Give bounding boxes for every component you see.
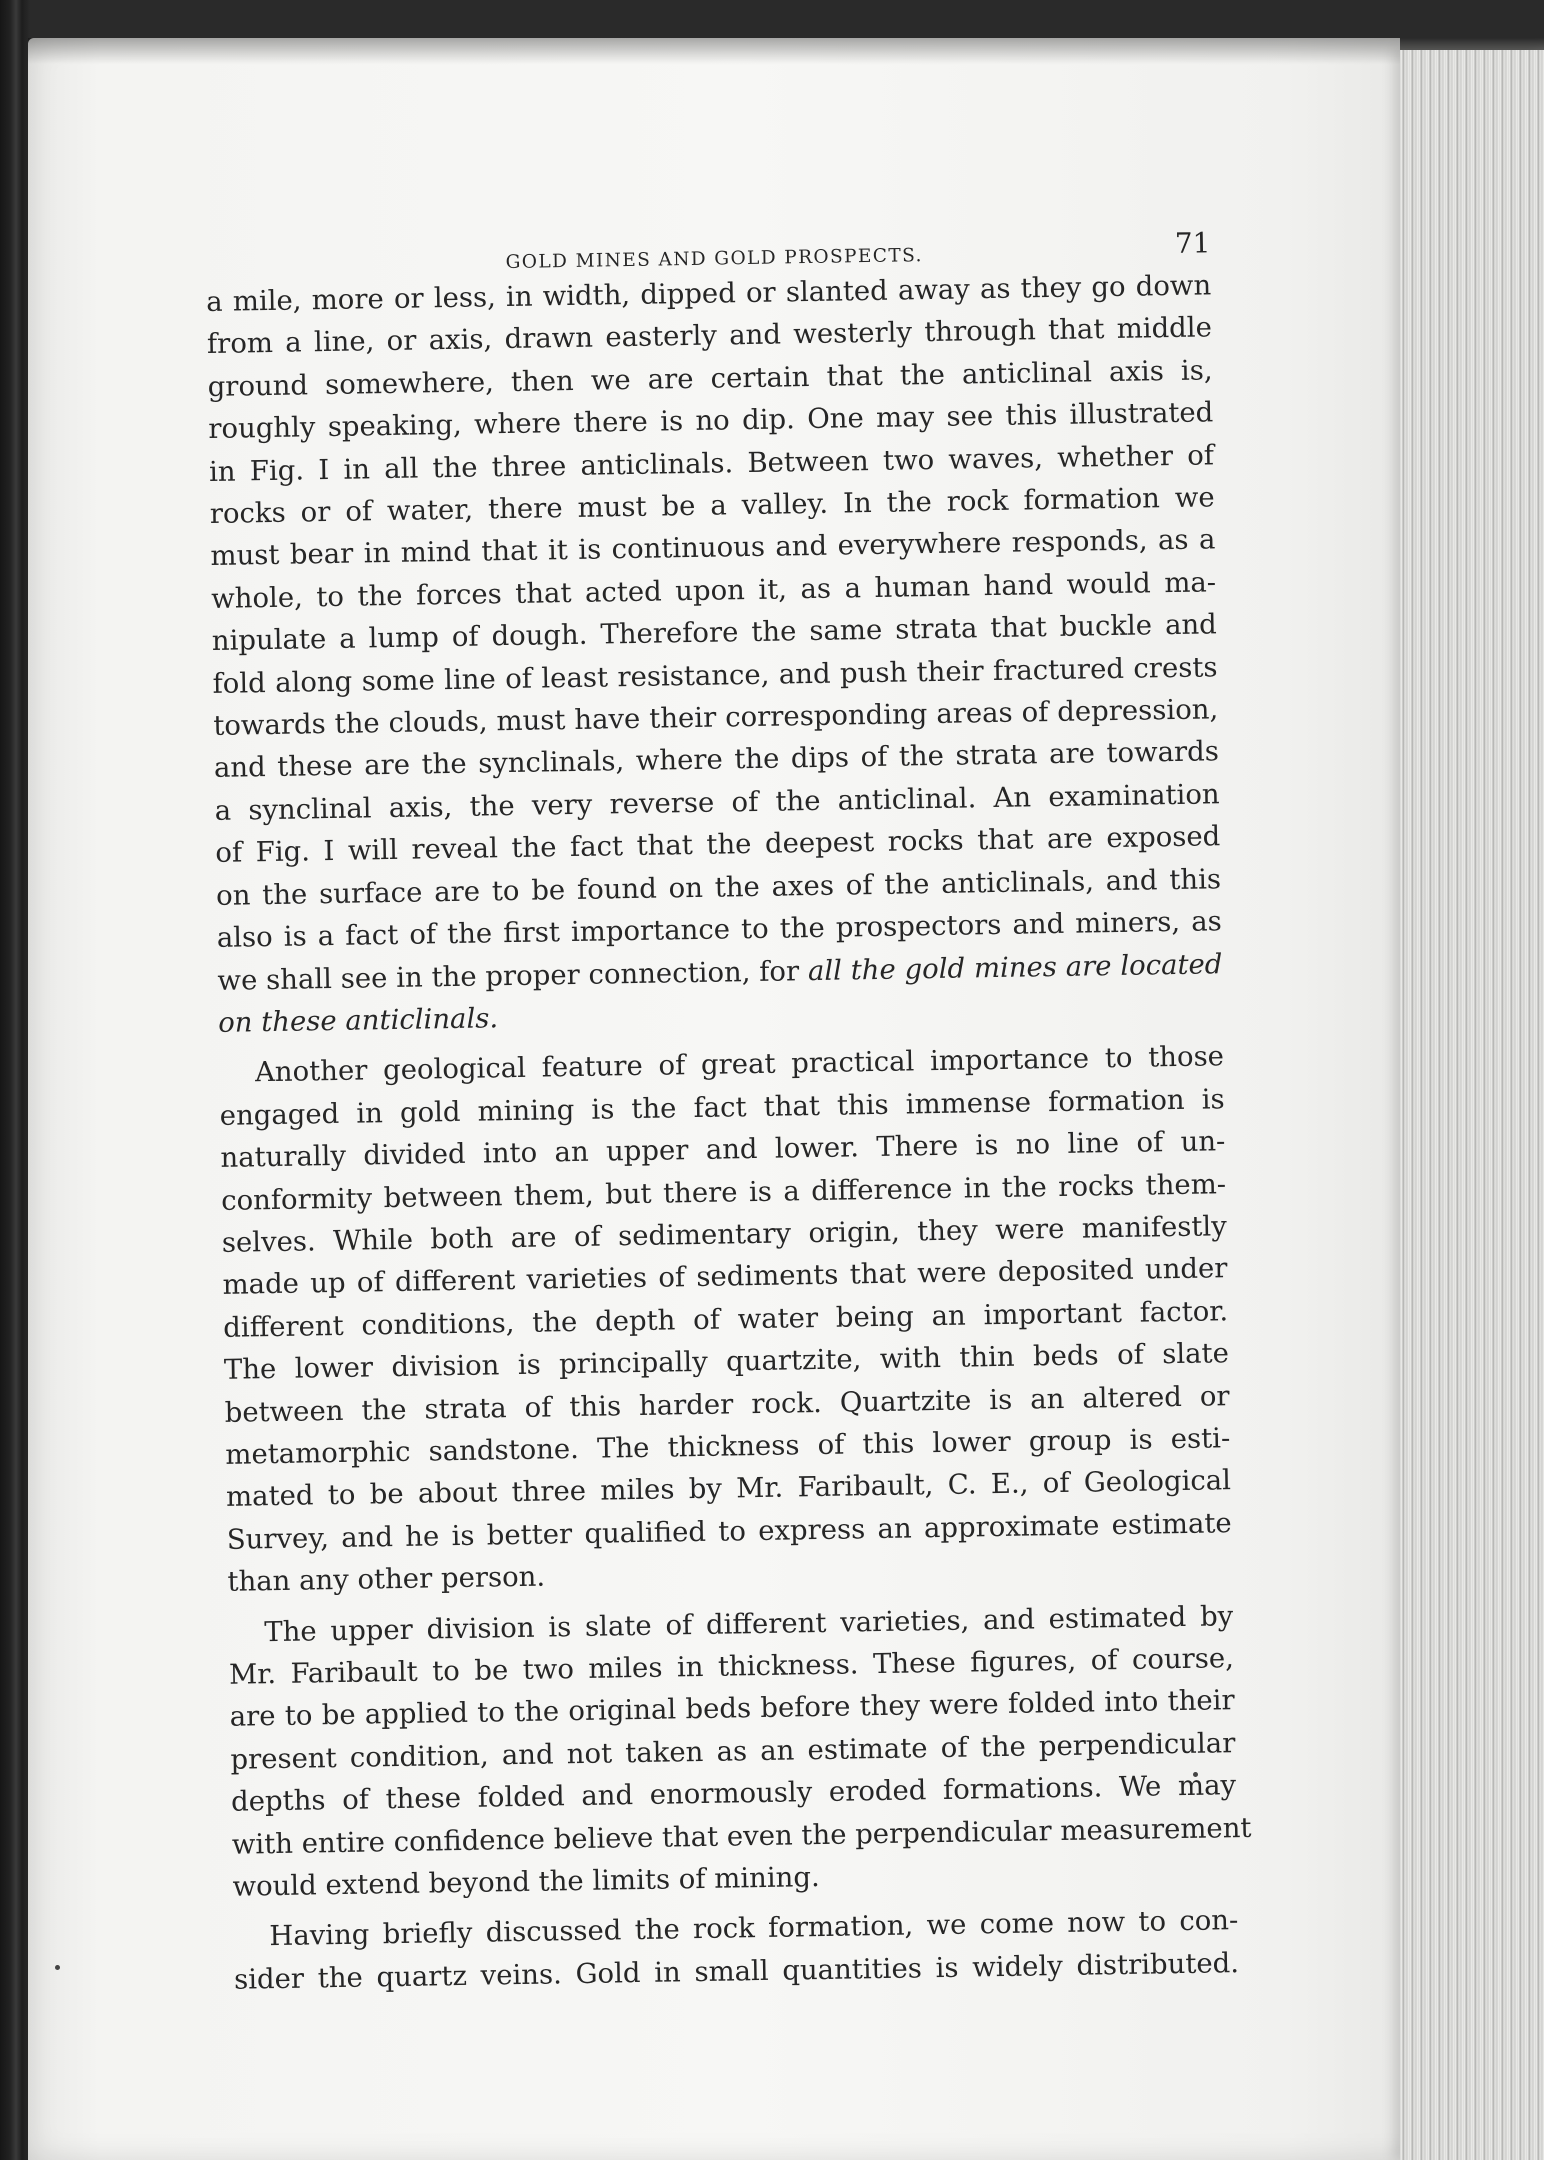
text-line: are to be applied to the original beds before they were folded into their (229, 1684, 1235, 1734)
text-line: roughly speaking, where there is no dip. One may see this illustrated (208, 396, 1214, 446)
text-line: conformity between them, but there is a difference in the rocks them- (220, 1167, 1227, 1217)
paragraph-1 (206, 264, 1224, 1044)
italic-text-run: on these anticlinals. (217, 1002, 499, 1039)
page-top-shadow (28, 38, 1458, 64)
text-line: ground somewhere, then we are certain that the anticlinal axis is, (207, 354, 1213, 403)
speck (55, 1965, 60, 1970)
text-line: mated to be about three miles by Mr. Faribault, C. E., of Geological (225, 1464, 1232, 1514)
paragraph-3 (228, 1595, 1252, 1908)
text-line: rocks or of water, there must be a valley. In the rock formation we (209, 481, 1215, 530)
text-line: of Fig. I will reveal the fact that the deepest rocks that are exposed (215, 820, 1221, 870)
page-text (205, 208, 1252, 2001)
text-line: made up of different varieties of sediments that were deposited under (222, 1252, 1228, 1302)
text-line: must bear in mind that it is continuous and everywhere responds, as a (210, 523, 1216, 573)
text-line: depths of these folded and enormously eroded formations. We may (230, 1769, 1237, 1818)
page-edges (1400, 50, 1544, 2160)
text-line: metamorphic sandstone. The thickness of this lower group is esti- (225, 1422, 1231, 1471)
text-line: also is a fact of the first importance to the prospectors and miners, as (216, 905, 1222, 954)
text-line: different conditions, the depth of water being an important factor. (223, 1294, 1229, 1344)
text-line: in Fig. I in all the three anticlinals. Between two waves, whether of (208, 438, 1215, 488)
paragraph-4 (233, 1900, 1239, 2001)
text-line: a mile, more or less, in width, dipped or slanted away as they go down (206, 269, 1212, 318)
running-head-title: GOLD MINES AND GOLD PROSPECTS. (505, 245, 923, 274)
text-line: nipulate a lump of dough. Therefore the same strata that buckle and (211, 608, 1218, 658)
text-line: and these are the synclinals, where the dips of the strata are towards (213, 735, 1220, 785)
text-line: Mr. Faribault to be two miles in thickness. These figures, of course, (228, 1642, 1235, 1691)
text-line: Having briefly discussed the rock formation, we come now to con- (269, 1904, 1239, 1953)
page-number: 71 (1174, 226, 1211, 260)
text-line: sider the quartz veins. Gold in small quantities is widely distributed. (233, 1946, 1240, 1996)
text-run: we shall see in the proper connection, for (217, 954, 809, 997)
italic-text-run: all the gold mines are located (807, 947, 1223, 987)
text-line: Another geological feature of great practical importance to those (254, 1040, 1225, 1089)
text-line: would extend beyond the limits of mining. (232, 1861, 820, 1903)
text-line: with entire confidence believe that even the perpendicular measurement (231, 1811, 1252, 1861)
text-line: Survey, and he is better qualified to express an approximate estimate (226, 1506, 1232, 1556)
text-line: The upper division is slate of different varieties, and estimated by (264, 1599, 1234, 1648)
paragraph-2 (219, 1036, 1233, 1604)
text-line: from a line, or axis, drawn easterly and westerly through that middle (206, 311, 1213, 361)
text-line: engaged in gold mining is the fact that this immense formation is (219, 1082, 1225, 1132)
text-line: naturally divided into an upper and lower. There is no line of un- (220, 1125, 1226, 1174)
text-line: The lower division is principally quartzite, with thin beds of slate (223, 1337, 1230, 1386)
text-line: than any other person. (227, 1560, 546, 1598)
text-line: present condition, and not taken as an estimate of the perpendicular (230, 1726, 1236, 1776)
text-line: between the strata of this harder rock. Quartzite is an altered or (224, 1379, 1230, 1429)
text-line: on the surface are to be found on the axes of the anticlinals, and this (215, 862, 1222, 912)
text-line: towards the clouds, must have their corresponding areas of depression, (213, 693, 1219, 742)
text-line: whole, to the forces that acted upon it, as a human hand would ma- (210, 566, 1217, 615)
text-line: a synclinal axis, the very reverse of the anticlinal. An examination (214, 778, 1220, 827)
text-line: fold along some line of least resistance, and push their fractured crests (212, 650, 1218, 700)
text-line: selves. While both are of sedimentary origin, they were manifestly (221, 1210, 1228, 1259)
